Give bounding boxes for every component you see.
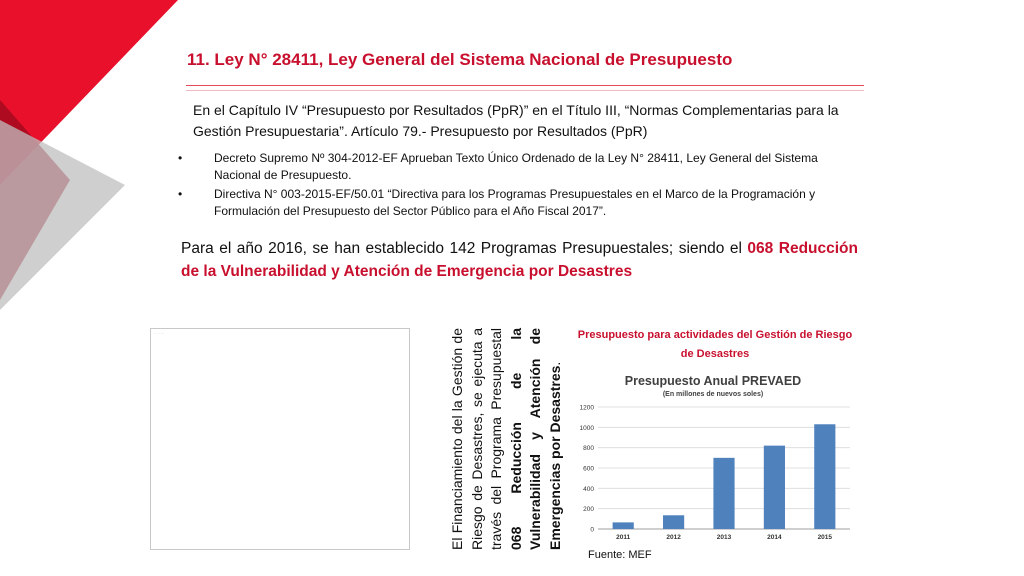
summary-paragraph	[181, 237, 858, 283]
y-tick-label: 600	[583, 465, 594, 473]
chart-title: Presupuesto Anual PREVAED	[624, 374, 802, 388]
x-tick-label: 2015	[817, 534, 833, 541]
list-item-text: Decreto Supremo Nº 304-2012-EF Aprueban Texto Único Ordenado de la Ley N° 28411, Ley General del Sistema Nacional de Presupuesto.	[214, 151, 818, 182]
y-tick-label: 400	[583, 485, 594, 493]
y-tick-label: 1000	[579, 424, 594, 432]
title-divider-light	[186, 90, 864, 91]
bar-2013	[713, 458, 734, 529]
image-placeholder	[150, 328, 410, 550]
bar-2012	[663, 515, 684, 529]
reference-list	[178, 150, 858, 222]
y-tick-label: 800	[583, 445, 594, 453]
y-tick-label: 1200	[579, 404, 594, 412]
intro-text: En el Capítulo IV “Presupuesto por Resultados (PpR)” en el Título III, “Normas Complementarias para la Gestión Presupuestaria”. Artículo 79.- Presupuesto por Resultados (PpR)	[193, 102, 839, 139]
x-tick-label: 2014	[767, 534, 782, 541]
bar-2014	[764, 446, 785, 529]
source-note: Fuente: MEF	[588, 549, 652, 561]
side-text-program: 068 Reducción de la Vulnerabilidad y Atención de Emergencias por Desastres	[507, 328, 563, 550]
bar-2011	[613, 522, 634, 529]
side-text-tail: .	[546, 361, 563, 366]
x-tick-label: 2012	[666, 534, 681, 541]
y-tick-label: 200	[583, 506, 594, 514]
slide-title: 11. Ley N° 28411, Ley General del Sistema Nacional de Presupuesto	[187, 50, 733, 69]
bullet-marker: •	[178, 187, 183, 201]
rotated-side-text	[448, 328, 564, 550]
summary-lead: Para el año 2016, se han establecido 142 Programas Presupuestales; siendo el	[181, 240, 748, 257]
x-tick-label: 2011	[616, 534, 631, 541]
list-item	[178, 150, 858, 184]
budget-chart	[568, 367, 858, 545]
list-item-text: Directiva N° 003-2015-EF/50.01 “Directiva para los Programas Presupuestales en el Marco de la Programación y Formulación del Presupuesto del Sector Público para el Año Fiscal 2017”.	[214, 187, 816, 218]
bar-2015	[814, 424, 835, 529]
chart-subtitle: (En millones de nuevos soles)	[662, 391, 764, 398]
placeholder-mark: ··· ·· ···	[154, 331, 164, 335]
bullet-marker: •	[178, 151, 183, 165]
y-tick-label: 0	[590, 526, 594, 534]
chart-caption: Presupuesto para actividades del Gestión de Riesgo de Desastres	[577, 329, 853, 360]
x-tick-label: 2013	[716, 534, 732, 541]
program-highlight: 068 Reducción de la Vulnerabilidad y Atención de Emergencia por Desastres	[181, 240, 858, 280]
list-item	[178, 186, 858, 220]
budget-chart-svg	[568, 367, 858, 545]
side-text-lead: El Financiamiento del la Gestión de Riesgo de Desastres, se ejecuta a través del Programa Presupuestal	[449, 328, 504, 550]
title-divider	[186, 85, 864, 86]
